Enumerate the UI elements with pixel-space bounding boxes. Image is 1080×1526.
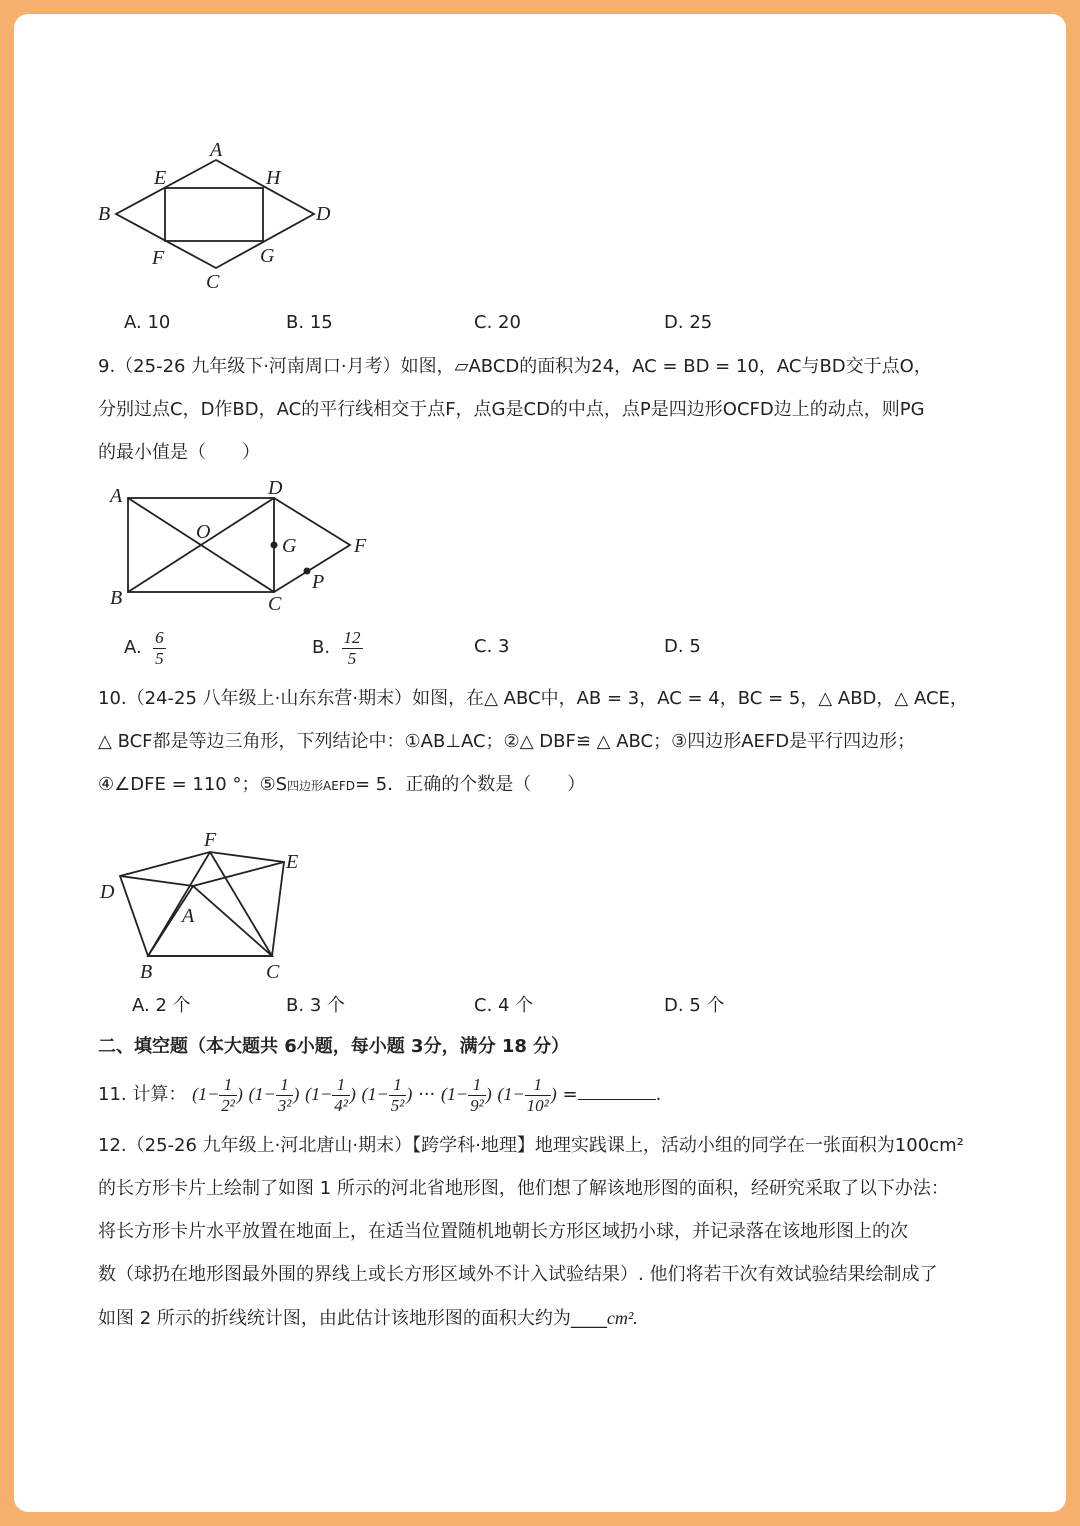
- label-A: A: [182, 905, 195, 927]
- label-D: D: [316, 203, 331, 225]
- label-F: F: [204, 829, 217, 851]
- document-page: [14, 14, 1066, 1512]
- q8-option-a[interactable]: A. 10: [124, 312, 171, 333]
- label-G: G: [260, 245, 275, 267]
- q10-line-1: 10.（24-25 八年级上·山东东营·期末）如图，在△ ABC中，AB = 3，AC = 4，BC = 5，△ ABD，△ ACE，: [98, 688, 968, 709]
- q9-option-b[interactable]: B. $\frac{12}{5}$: [312, 627, 361, 668]
- label-C: C: [268, 593, 282, 615]
- q11-line: 11. 计算： (1− $\frac{1}{\text{2²}}$ ) (1− $\frac{1}{\text{3²}}$ ) (1− $\frac{1}{\text{4²}}$ ) (1− $\frac{1}{\text{5²}}$ ) ··· (1− $\frac{1}{\text{9²}}$ ) (1− $\frac{1}{\text{10²}}$ ) = .: [98, 1074, 662, 1115]
- q9-line-2: 分别过点C，D作BD，AC的平行线相交于点F，点G是CD的中点，点P是四边形OCFD边上的动点，则PG: [98, 399, 925, 420]
- label-D: D: [268, 480, 283, 499]
- q8-option-b[interactable]: B. 15: [286, 312, 333, 333]
- point-g: [271, 542, 278, 549]
- label-E: E: [154, 167, 167, 189]
- q9-option-d[interactable]: D. 5: [664, 636, 701, 657]
- q8-figure: [94, 142, 354, 302]
- q8-option-d[interactable]: D. 25: [664, 312, 713, 333]
- q11-answer-blank[interactable]: [578, 1079, 656, 1100]
- label-P: P: [312, 571, 325, 593]
- label-G: G: [282, 535, 297, 557]
- rectangle-efgh: [165, 188, 263, 241]
- label-F: F: [152, 247, 165, 269]
- q10-option-a[interactable]: A. 2 个: [132, 995, 191, 1016]
- q12-line-2: 的长方形卡片上绘制了如图 1 所示的河北省地形图，他们想了解该地形图的面积，经研究采取了以下办法：: [98, 1178, 949, 1199]
- point-p: [304, 568, 311, 575]
- q9-figure: [100, 480, 390, 620]
- q12-answer-blank[interactable]: ____: [570, 1308, 607, 1329]
- label-C: C: [206, 271, 220, 293]
- rhombus-abcd: [116, 160, 314, 268]
- label-B: B: [110, 587, 123, 609]
- q8-option-c[interactable]: C. 20: [474, 312, 521, 333]
- section-2-heading: 二、填空题（本大题共 6小题，每小题 3分，满分 18 分）: [98, 1036, 570, 1057]
- label-B: B: [140, 961, 153, 983]
- q9-option-a[interactable]: A. $\frac{6}{5}$: [124, 627, 164, 668]
- label-F: F: [354, 535, 367, 557]
- label-B: B: [98, 203, 111, 225]
- triangle-abc: [148, 886, 272, 956]
- q12-line-4: 数（球扔在地形图最外围的界线上或长方形区域外不计入试验结果）. 他们将若干次有效试验结果绘制成了: [98, 1264, 938, 1285]
- label-A: A: [110, 485, 123, 507]
- label-D: D: [100, 881, 115, 903]
- q10-line-3: ④∠DFE = 110 °；⑤S四边形AEFD= 5．正确的个数是（ ）: [98, 774, 586, 795]
- label-O: O: [196, 521, 211, 543]
- q10-option-b[interactable]: B. 3 个: [286, 995, 345, 1016]
- label-H: H: [266, 167, 281, 189]
- q10-option-d[interactable]: D. 5 个: [664, 995, 725, 1016]
- q12-line-5: 如图 2 所示的折线统计图，由此估计该地形图的面积大约为____cm².: [98, 1308, 638, 1329]
- label-A: A: [210, 142, 223, 161]
- q9-option-c[interactable]: C. 3: [474, 636, 510, 657]
- q10-figure: [96, 814, 326, 984]
- q10-option-c[interactable]: C. 4 个: [474, 995, 534, 1016]
- q12-line-3: 将长方形卡片水平放置在地面上，在适当位置随机地朝长方形区域扔小球，并记录落在该地形图上的次: [98, 1221, 908, 1242]
- q10-line-2: △ BCF都是等边三角形，下列结论中：①AB⊥AC；②△ DBF≌ △ ABC；③四边形AEFD是平行四边形；: [98, 731, 916, 752]
- q9-line-1: 9.（25-26 九年级下·河南周口·月考）如图，▱ABCD的面积为24，AC = BD = 10，AC与BD交于点O，: [98, 356, 932, 377]
- label-E: E: [286, 851, 299, 873]
- label-C: C: [266, 961, 280, 983]
- q9-line-3: 的最小值是（ ）: [98, 442, 260, 463]
- q12-line-1: 12.（25-26 九年级上·河北唐山·期末）【跨学科·地理】地理实践课上，活动小组的同学在一张面积为100cm²: [98, 1135, 964, 1156]
